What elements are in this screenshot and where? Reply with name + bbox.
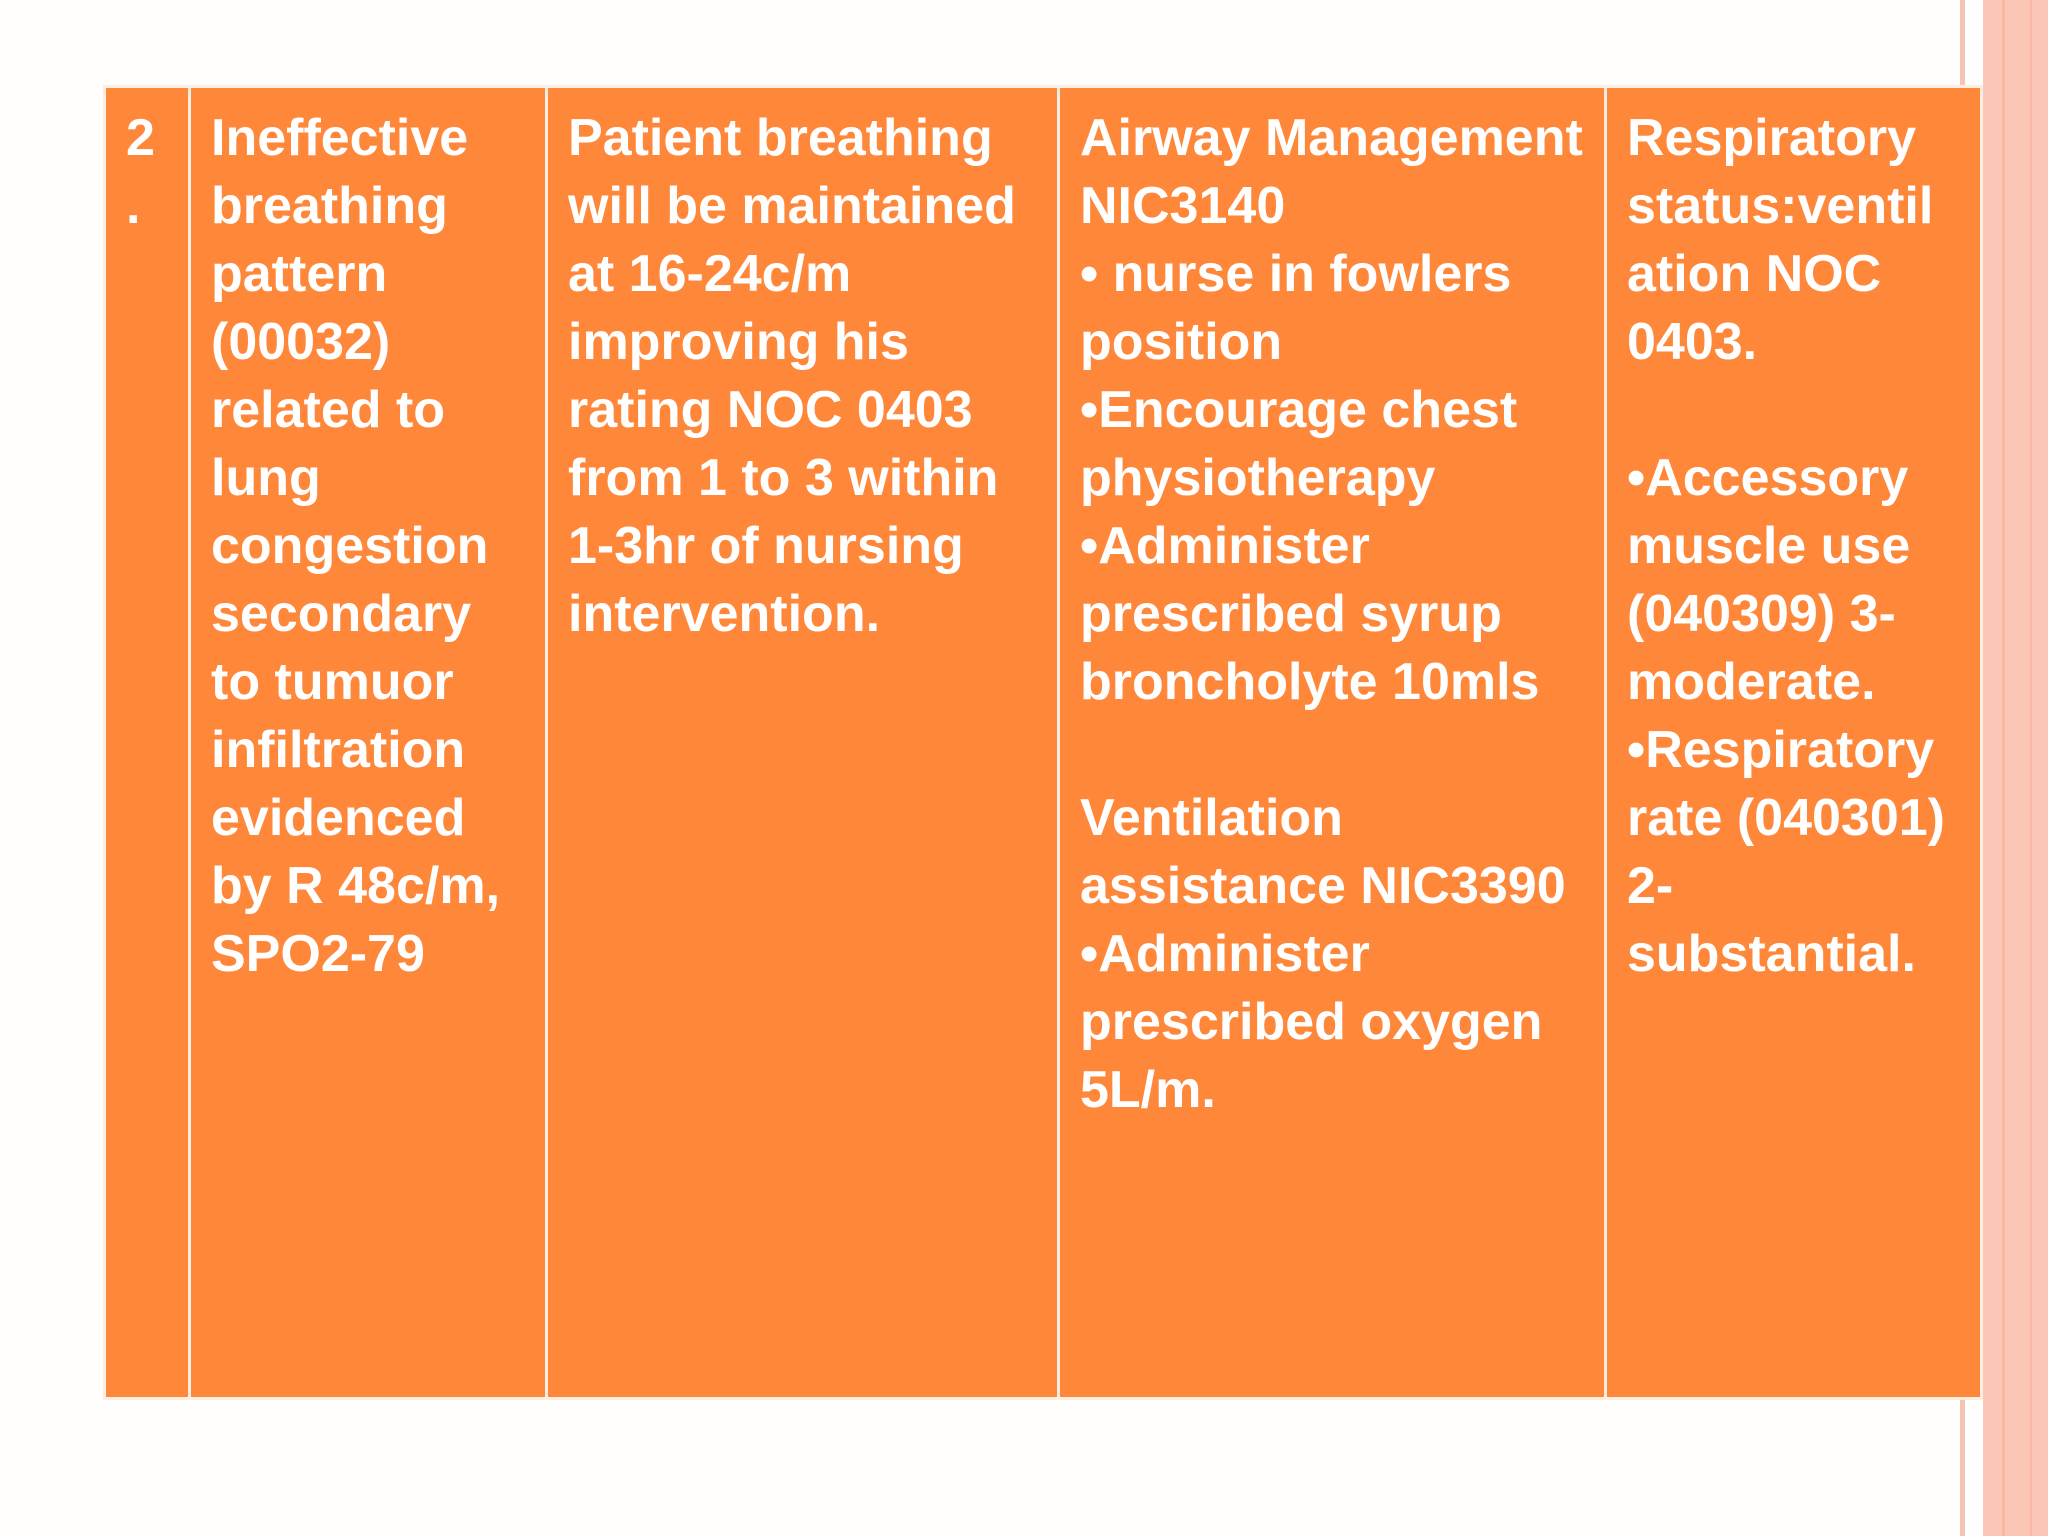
table-row — [105, 87, 1982, 1399]
intervention-line: •Administer prescribed oxygen 5L/m. — [1080, 925, 1557, 1119]
decorative-stripe-wide — [1983, 0, 2048, 1536]
care-plan-table — [103, 85, 1983, 1400]
evaluation-line: Respiratory status:ventilation NOC 0403. — [1627, 109, 1934, 371]
intervention-line: • nurse in fowlers position — [1080, 245, 1526, 371]
evaluation-spacer — [1627, 376, 1960, 444]
goal-cell: Patient breathing will be maintained at 16-24c/m improving his rating NOC 0403 from 1 to 3 within 1-3hr of nursing intervention. — [547, 87, 1059, 1399]
evaluation-line: •Respiratory rate (040301) 2-substantial. — [1627, 721, 1960, 983]
nursing-diagnosis-cell: Ineffective breathing pattern (00032) related to lung congestion secondary to tumuor infiltration evidenced by R 48c/m, SPO2-79 — [190, 87, 547, 1399]
decorative-stripe-line-2 — [2030, 0, 2032, 1536]
intervention-line: Airway Management NIC3140 — [1080, 109, 1598, 235]
decorative-stripe-line — [2002, 0, 2005, 1536]
evaluation-line: •Accessory muscle use (040309) 3-moderate. — [1627, 449, 1925, 711]
intervention-line: •Encourage chest physiotherapy — [1080, 381, 1532, 507]
intervention-spacer — [1080, 716, 1584, 784]
intervention-line: Ventilation assistance NIC3390 — [1080, 789, 1566, 915]
evaluation-cell — [1606, 87, 1982, 1399]
interventions-cell — [1059, 87, 1606, 1399]
row-number-cell: 2. — [105, 87, 190, 1399]
intervention-line: •Administer prescribed syrup broncholyte 10mls — [1080, 517, 1540, 711]
